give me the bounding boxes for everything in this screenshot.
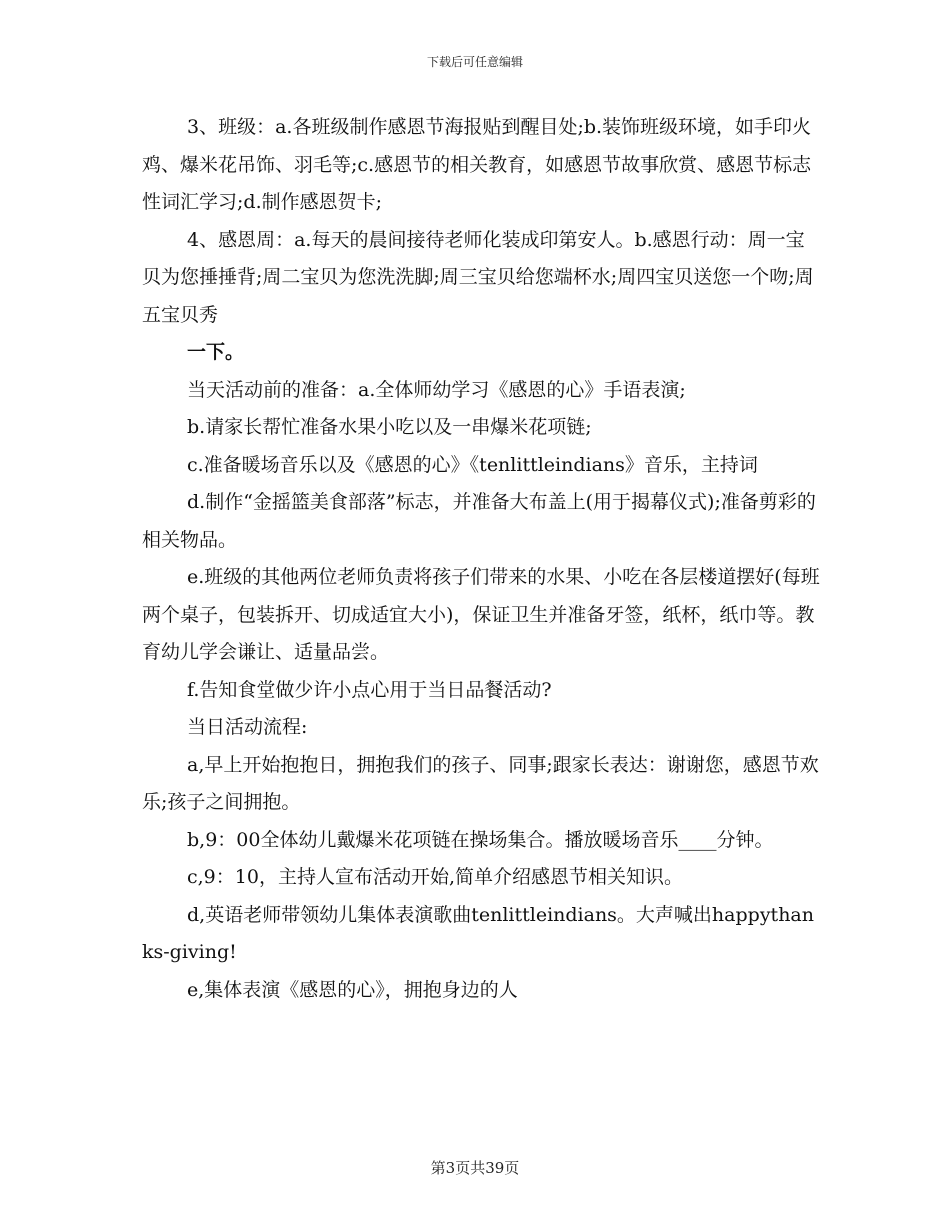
paragraph-flow-c: c,9：10，主持人宣布活动开始,简单介绍感恩节相关知识。 [187,866,683,888]
paragraph-flow-heading: 当日活动流程: [187,716,308,738]
paragraph-preparation-c: c.准备暖场音乐以及《感恩的心》《tenlittleindians》音乐，主持词 [187,453,758,476]
paragraph-class-activities: 3、班级：a.各班级制作感恩节海报贴到醒目处;b.装饰班级环境，如手印火鸡、爆米花吊饰、羽毛等;c.感恩节的相关教育，如感恩节故事欣赏、感恩节标志性词汇学习;d.制作感恩贺卡; [142,116,812,213]
page-footer: 第3页共39页 [430,1159,520,1177]
paragraph-preparation-e: e.班级的其他两位老师负责将孩子们带来的水果、小吃在各层楼道摆好(每班两个桌子，包装拆开、切成适宜大小)，保证卫生并准备牙签，纸杯，纸巾等。教育幼儿学会谦让、适量品尝。 [142,566,820,663]
document-body [142,109,822,1009]
paragraph-flow-a: a,早上开始抱抱日，拥抱我们的孩子、同事;跟家长表达：谢谢您，感恩节欢乐;孩子之间拥抱。 [142,753,819,813]
paragraph-continuation: 一下。 [187,341,245,363]
paragraph-preparation-b: b.请家长帮忙准备水果小吃以及一串爆米花项链; [187,416,592,438]
paragraph-flow-b: b,9：00全体幼儿戴爆米花项链在操场集合。播放暖场音乐____分钟。 [187,828,774,851]
page-header: 下载后可任意编辑 [426,55,523,69]
paragraph-preparation-a: 当天活动前的准备：a.全体师幼学习《感恩的心》手语表演; [187,378,686,401]
paragraph-preparation-f: f.告知食堂做少许小点心用于当日品餐活动? [187,678,552,701]
paragraph-flow-d: d,英语老师带领幼儿集体表演歌曲tenlittleindians。大声喊出happythanks-giving! [142,903,814,963]
paragraph-thanksgiving-week: 4、感恩周：a.每天的晨间接待老师化装成印第安人。b.感恩行动：周一宝贝为您捶捶背;周二宝贝为您洗洗脚;周三宝贝给您端杯水;周四宝贝送您一个吻;周五宝贝秀 [142,228,814,326]
paragraph-flow-e: e,集体表演《感恩的心》，拥抱身边的人 [187,978,518,1001]
paragraph-preparation-d: d.制作“金摇篮美食部落”标志，并准备大布盖上(用于揭幕仪式);准备剪彩的相关物品。 [142,491,816,551]
